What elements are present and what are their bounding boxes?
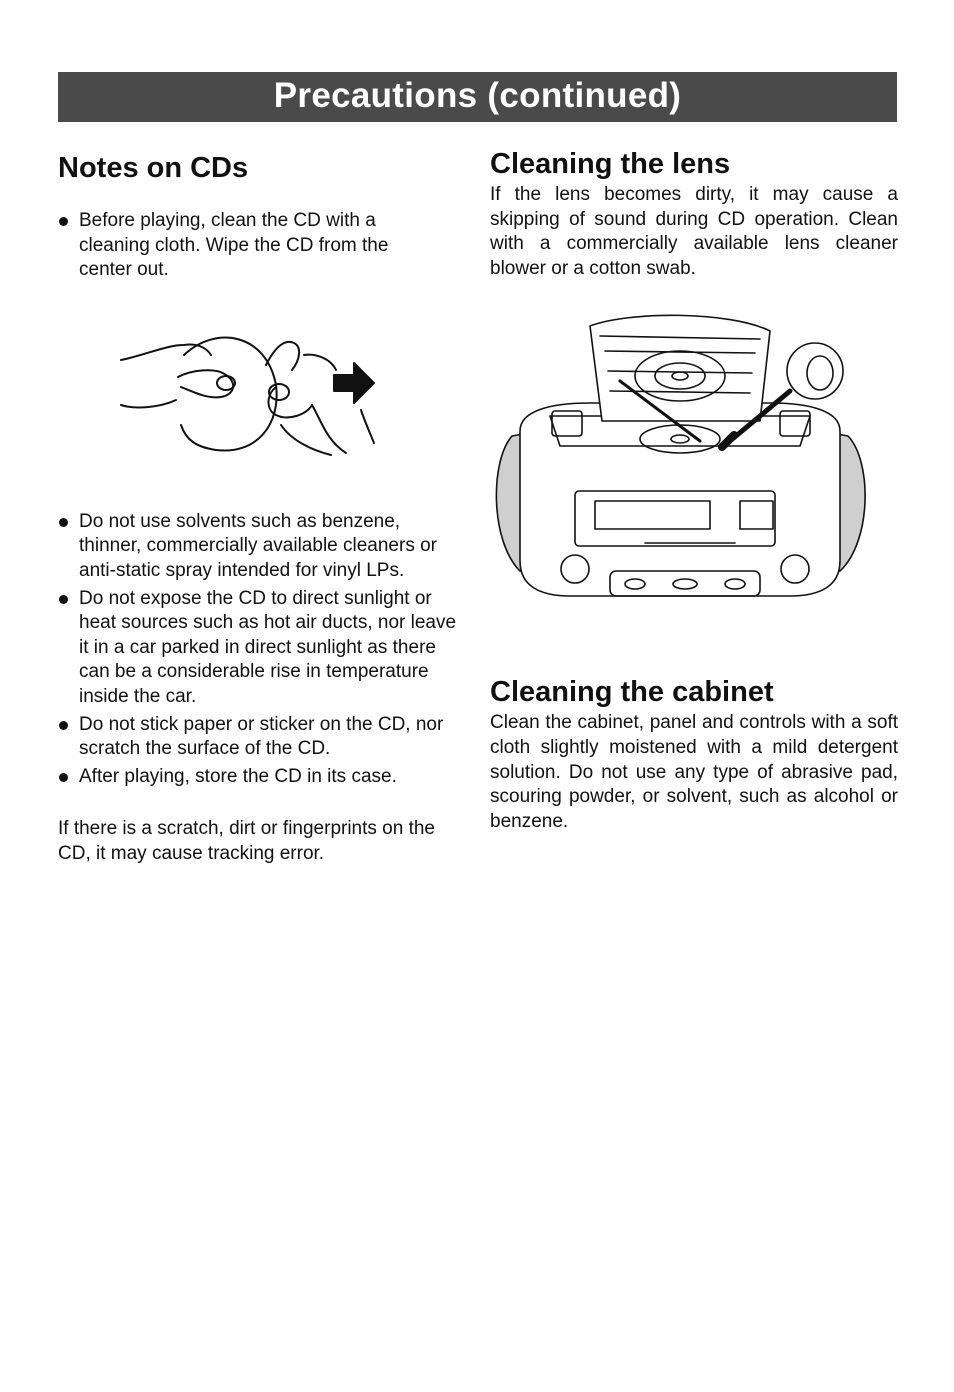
notes-on-cds-section xyxy=(58,145,460,867)
cleaning-lens-text: If the lens becomes dirty, it may cause a skipping of sound during CD operation. Clean with a commercially available lens cleaner blower or a cotton swab. xyxy=(490,184,898,279)
cd-bullets-bottom xyxy=(58,510,460,790)
bullet-text: Do not use solvents such as benzene, thinner, commercially available cleaners or anti-static spray intended for vinyl LPs. xyxy=(79,510,437,581)
bullet-item xyxy=(58,209,443,283)
bullet-dot-icon xyxy=(59,721,68,730)
bullet-item xyxy=(58,713,460,762)
bullet-dot-icon xyxy=(59,773,68,782)
cleaning-cabinet-text: Clean the cabinet, panel and controls with a soft cloth slightly moistened with a mild detergent solution. Do not use any type of abrasive pad, scouring powder, or solvent, such as alcohol or benzene. xyxy=(490,712,898,832)
boombox-lens-cleaning-illustration xyxy=(490,311,870,611)
cleaning-cabinet-section xyxy=(490,673,898,834)
bullet-text: Before playing, clean the CD with a cleaning cloth. Wipe the CD from the center out. xyxy=(79,210,389,281)
cleaning-lens-section xyxy=(490,145,898,834)
bullet-item xyxy=(58,765,460,790)
bullet-dot-icon xyxy=(59,518,68,527)
cleaning-lens-heading: Cleaning the lens xyxy=(490,148,731,180)
bullet-dot-icon xyxy=(59,217,68,226)
page-title: Precautions (continued) xyxy=(58,72,897,122)
tracking-error-note: If there is a scratch, dirt or fingerprints on the CD, it may cause tracking error. xyxy=(58,818,436,864)
notes-on-cds-heading: Notes on CDs xyxy=(58,152,249,184)
cd-bullets-top xyxy=(58,209,443,283)
bullet-text: Do not stick paper or sticker on the CD, nor scratch the surface of the CD. xyxy=(79,713,444,760)
bullet-item xyxy=(58,510,460,584)
bullet-text: Do not expose the CD to direct sunlight or heat sources such as hot air ducts, nor leave it in a car parked in direct sunlight as there can be a considerable rise in temperature inside the car. xyxy=(79,587,457,707)
cd-wipe-illustration xyxy=(116,325,386,465)
bullet-text: After playing, store the CD in its case. xyxy=(79,765,397,787)
cleaning-cabinet-heading: Cleaning the cabinet xyxy=(490,676,774,709)
bullet-dot-icon xyxy=(59,595,68,604)
bullet-item xyxy=(58,587,460,710)
